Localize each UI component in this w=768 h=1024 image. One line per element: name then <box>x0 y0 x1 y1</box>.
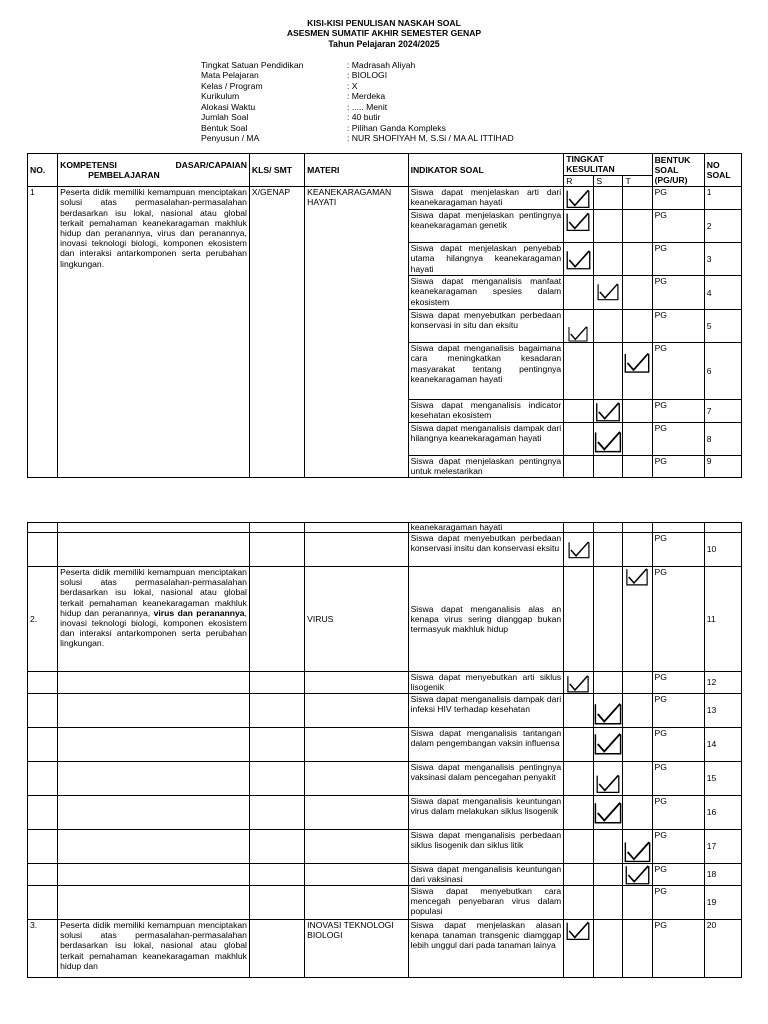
info-value: : BIOLOGI <box>347 70 388 80</box>
level-s-cell <box>594 728 623 762</box>
level-r-cell <box>564 567 594 672</box>
level-r-cell <box>564 762 594 796</box>
checkmark-icon <box>624 568 650 586</box>
checkmark-icon <box>624 352 650 374</box>
question-number: 19 <box>704 886 741 920</box>
checkmark-icon <box>566 326 590 342</box>
materi-text: VIRUS <box>305 567 408 672</box>
level-t-cell <box>623 864 652 886</box>
checkmark-icon <box>594 731 622 757</box>
level-s-cell <box>594 886 623 920</box>
question-type: PG <box>652 694 704 728</box>
question-type: PG <box>652 672 704 694</box>
indicator-text: Siswa dapat menganalisis dampak dari infeksi HIV terhadap kesehatan <box>408 694 564 728</box>
indicator-text: Siswa dapat menjelaskan alasan kenapa tanaman transgenic diamggap lebih unggul dari pada tanaman lainya <box>408 920 564 978</box>
indicator-text: Siswa dapat menyebutkan perbedaan konservasi insitu dan konservasi eksitu <box>408 533 564 567</box>
level-s-cell <box>594 864 623 886</box>
competency-text-highlight: virus dan peranannya <box>153 607 245 618</box>
info-label: Alokasi Waktu <box>201 102 256 112</box>
question-type: PG <box>652 864 704 886</box>
question-number: 13 <box>704 694 741 728</box>
indicator-text: Siswa dapat menganalisis keuntungan virus dalam melakukan siklus lisogenik <box>408 796 564 830</box>
info-value: : X <box>347 81 358 91</box>
info-value: : ..... Menit <box>347 102 388 112</box>
checkmark-icon <box>566 921 590 941</box>
level-t-cell <box>623 796 652 830</box>
question-type: PG <box>652 343 704 400</box>
question-number: 17 <box>704 830 741 864</box>
level-t-cell <box>623 210 652 243</box>
class-semester <box>249 920 304 978</box>
info-value: : NUR SHOFIYAH M, S.Si / MA AL ITTIHAD <box>347 133 514 143</box>
level-r-cell <box>564 456 594 478</box>
col-r: R <box>564 176 594 187</box>
checkmark-icon <box>566 675 590 693</box>
level-s-cell <box>594 400 623 423</box>
question-type: PG <box>652 533 704 567</box>
level-t-cell <box>623 243 652 276</box>
level-t-cell <box>623 886 652 920</box>
checkmark-icon <box>597 282 619 302</box>
question-type: PG <box>652 830 704 864</box>
level-r-cell <box>564 210 594 243</box>
question-number: 18 <box>704 864 741 886</box>
col-indikator: INDIKATOR SOAL <box>408 154 564 187</box>
question-number: 9 <box>704 456 741 478</box>
info-label: Mata Pelajaran <box>201 70 259 80</box>
competency-text-part: Peserta didik memiliki kemampuan menciptakan solusi atas permasalahan-permasalahan berdasarkan isu lokal, nasional atau global terkait pemahaman keanekaragaman makhluk hidup dan peranannya, <box>60 567 247 618</box>
indicator-text: Siswa dapat menjelaskan penyebab utama hilangnya keanekaragaman hayati <box>408 243 564 276</box>
level-s-cell <box>594 276 623 310</box>
indicator-text: Siswa dapat menganalisis dampak dari hilangnya keanekaragaman hayati <box>408 423 564 456</box>
level-s-cell <box>594 423 623 456</box>
level-s-cell <box>594 456 623 478</box>
competency-text <box>58 567 250 672</box>
col-kompetensi-line2: PEMBELAJARAN <box>88 170 160 181</box>
level-t-cell <box>623 310 652 343</box>
level-r-cell <box>564 276 594 310</box>
question-type: PG <box>652 728 704 762</box>
col-materi: MATERI <box>305 154 408 187</box>
level-s-cell <box>594 187 623 210</box>
table-row <box>28 762 742 796</box>
checkmark-icon <box>566 249 591 271</box>
indicator-text: Siswa dapat menjelaskan arti dari keanekaragaman hayati <box>408 187 564 210</box>
checkmark-icon <box>568 534 590 566</box>
info-value: : Pilihan Ganda Kompleks <box>347 123 446 133</box>
table-row <box>28 886 742 920</box>
indicator-text: Siswa dapat menjelaskan pentingnya keanekaragaman genetik <box>408 210 564 243</box>
level-t-cell <box>623 567 652 672</box>
level-t-cell <box>623 920 652 978</box>
indicator-text: Siswa dapat menjelaskan pentingnya untuk melestarikan <box>408 456 564 478</box>
level-s-cell <box>594 210 623 243</box>
level-s-cell <box>594 694 623 728</box>
checkmark-icon <box>594 798 622 828</box>
col-bentuk-soal: BENTUK SOAL (PG/UR) <box>652 154 704 187</box>
level-r-cell <box>564 920 594 978</box>
row-number: 3. <box>28 920 58 978</box>
question-number: 20 <box>704 920 741 978</box>
question-type: PG <box>652 276 704 310</box>
doc-title-line2: ASESMEN SUMATIF AKHIR SEMESTER GENAP <box>286 28 482 38</box>
checkmark-icon <box>566 212 590 232</box>
question-type: PG <box>652 886 704 920</box>
level-r-cell <box>564 400 594 423</box>
level-r-cell <box>564 187 594 210</box>
level-t-cell <box>623 762 652 796</box>
indicator-text: Siswa dapat menganalisis perbedaan siklus lisogenik dan siklus litik <box>408 830 564 864</box>
doc-title-line3: Tahun Pelajaran 2024/2025 <box>328 39 440 49</box>
row-number: 1 <box>28 187 58 478</box>
col-no-soal: NO SOAL <box>704 154 741 187</box>
indicator-text: Siswa dapat menyebutkan arti siklus lisogenik <box>408 672 564 694</box>
question-number: 12 <box>704 672 741 694</box>
question-number: 3 <box>704 243 741 276</box>
level-s-cell <box>594 672 623 694</box>
question-type: PG <box>652 920 704 978</box>
table-row <box>28 920 742 978</box>
materi-text: KEANEKARAGAMAN HAYATI <box>305 187 408 478</box>
question-type: PG <box>652 400 704 423</box>
info-label: Penyusun / MA <box>201 133 260 143</box>
indicator-text: Siswa dapat menyebutkan cara mencegah penyebaran virus dalam populasi <box>408 886 564 920</box>
question-number: 5 <box>704 310 741 343</box>
level-t-cell <box>623 187 652 210</box>
level-t-cell <box>623 728 652 762</box>
table-row <box>28 523 742 533</box>
question-number: 6 <box>704 343 741 400</box>
table-row <box>28 567 742 672</box>
col-tingkat-kesulitan: TINGKAT KESULITAN <box>564 154 652 176</box>
col-kompetensi-line1: KOMPETENSI DASAR/CAPAIAN <box>60 159 247 170</box>
question-type: PG <box>652 796 704 830</box>
level-r-cell <box>564 533 594 567</box>
info-label: Bentuk Soal <box>201 123 248 133</box>
question-type: PG <box>652 762 704 796</box>
col-kls-smt: KLS/ SMT <box>249 154 304 187</box>
question-type: PG <box>652 210 704 243</box>
level-r-cell <box>564 243 594 276</box>
level-t-cell <box>623 830 652 864</box>
question-type: PG <box>652 423 704 456</box>
level-r-cell <box>564 343 594 400</box>
question-number: 1 <box>704 187 741 210</box>
materi-text: INOVASI TEKNOLOGI BIOLOGI <box>305 920 408 978</box>
table-row <box>28 694 742 728</box>
col-t: T <box>623 176 652 187</box>
indicator-text: Siswa dapat menganalisis pentingnya vaksinasi dalam pencegahan penyakit <box>408 762 564 796</box>
question-number: 15 <box>704 762 741 796</box>
question-type: PG <box>652 243 704 276</box>
checkmark-icon <box>566 189 590 209</box>
table-row <box>28 796 742 830</box>
level-t-cell <box>623 276 652 310</box>
level-r-cell <box>564 672 594 694</box>
col-kompetensi <box>58 154 250 187</box>
question-number: 11 <box>704 567 741 672</box>
question-type: PG <box>652 310 704 343</box>
checkmark-icon <box>596 772 620 796</box>
level-r-cell <box>564 796 594 830</box>
question-number: 4 <box>704 276 741 310</box>
level-s-cell <box>594 796 623 830</box>
info-label: Kurikulum <box>201 91 240 101</box>
checkmark-icon <box>594 702 622 726</box>
indicator-text: Siswa dapat menganalisis tantangan dalam pengembangan vaksin influensa <box>408 728 564 762</box>
kisi-table-page2 <box>27 522 742 978</box>
doc-title-line1: KISI-KISI PENULISAN NASKAH SOAL <box>307 18 461 28</box>
info-value: : Madrasah Aliyah <box>347 60 416 70</box>
level-t-cell <box>623 456 652 478</box>
indicator-text: Siswa dapat menganalisis bagaimana cara meningkatkan kesadaran masyarakat tentang pentingnya keanekaragaman hayati <box>408 343 564 400</box>
question-type: PG <box>652 456 704 478</box>
header-row <box>28 154 742 176</box>
info-label: Kelas / Program <box>201 81 263 91</box>
level-r-cell <box>564 310 594 343</box>
level-s-cell <box>594 343 623 400</box>
level-r-cell <box>564 728 594 762</box>
checkmark-icon <box>625 864 650 886</box>
question-type: PG <box>652 567 704 672</box>
level-s-cell <box>594 243 623 276</box>
level-t-cell <box>623 400 652 423</box>
level-s-cell <box>594 920 623 978</box>
level-t-cell <box>623 343 652 400</box>
level-t-cell <box>623 694 652 728</box>
level-r-cell <box>564 694 594 728</box>
level-r-cell <box>564 423 594 456</box>
level-s-cell <box>594 310 623 343</box>
level-r-cell <box>564 830 594 864</box>
competency-text-part: , inovasi teknologi biologi, komponen ekosistem dan interaksi antarkomponen serta perubahan lingkungan. <box>60 607 247 649</box>
table-row <box>28 672 742 694</box>
question-type: PG <box>652 187 704 210</box>
question-number: 14 <box>704 728 741 762</box>
question-number: 8 <box>704 423 741 456</box>
indicator-continuation: keanekaragaman hayati <box>408 523 564 533</box>
level-s-cell <box>594 567 623 672</box>
competency-text: Peserta didik memiliki kemampuan menciptakan solusi atas permasalahan-permasalahan berdasarkan isu lokal, nasional atau global terkait pemahaman keanekaragaman makhluk hidup dan peranannya, virus dan peranannya, inovasi teknologi biologi, komponen ekosistem dan interaksi antarkomponen serta perubahan lingkungan. <box>58 187 250 478</box>
info-value: : Merdeka <box>347 91 386 101</box>
indicator-text: Siswa dapat menganalisis manfaat keanekaragaman spesies dalam ekosistem <box>408 276 564 310</box>
table-row <box>28 864 742 886</box>
indicator-text: Siswa dapat menganalisis indicator kesehatan ekosistem <box>408 400 564 423</box>
info-label: Tingkat Satuan Pendidikan <box>201 60 304 70</box>
level-r-cell <box>564 864 594 886</box>
competency-text: Peserta didik memiliki kemampuan menciptakan solusi atas permasalahan-permasalahan berdasarkan isu lokal, nasional atau global terkait pemahaman keanekaragaman makhluk hidup dan <box>58 920 250 978</box>
level-t-cell <box>623 533 652 567</box>
question-number: 7 <box>704 400 741 423</box>
row-number: 2. <box>28 567 58 672</box>
level-r-cell <box>564 886 594 920</box>
indicator-text: Siswa dapat menganalisis alas an kenapa virus sering dianggap bukan termasyuk makhluk hidup <box>408 567 564 672</box>
class-semester: X/GENAP <box>249 187 304 478</box>
level-t-cell <box>623 423 652 456</box>
level-t-cell <box>623 672 652 694</box>
table-row <box>28 533 742 567</box>
indicator-text: Siswa dapat menyebutkan perbedaan konservasi in situ dan eksitu <box>408 310 564 343</box>
question-number: 16 <box>704 796 741 830</box>
col-no: NO. <box>28 154 58 187</box>
col-s: S <box>594 176 623 187</box>
checkmark-icon <box>594 402 622 422</box>
table-row <box>28 830 742 864</box>
question-number: 2 <box>704 210 741 243</box>
table-row <box>28 728 742 762</box>
class-semester <box>249 567 304 672</box>
level-s-cell <box>594 762 623 796</box>
indicator-text: Siswa dapat menganalisis keuntungan dari vaksinasi <box>408 864 564 886</box>
info-label: Jumlah Soal <box>201 112 249 122</box>
level-s-cell <box>594 533 623 567</box>
level-s-cell <box>594 830 623 864</box>
checkmark-icon <box>594 431 622 453</box>
question-number: 10 <box>704 533 741 567</box>
info-value: : 40 butir <box>347 112 381 122</box>
kisi-table-page1 <box>27 153 742 478</box>
table-row <box>28 187 742 210</box>
checkmark-icon <box>624 840 651 864</box>
